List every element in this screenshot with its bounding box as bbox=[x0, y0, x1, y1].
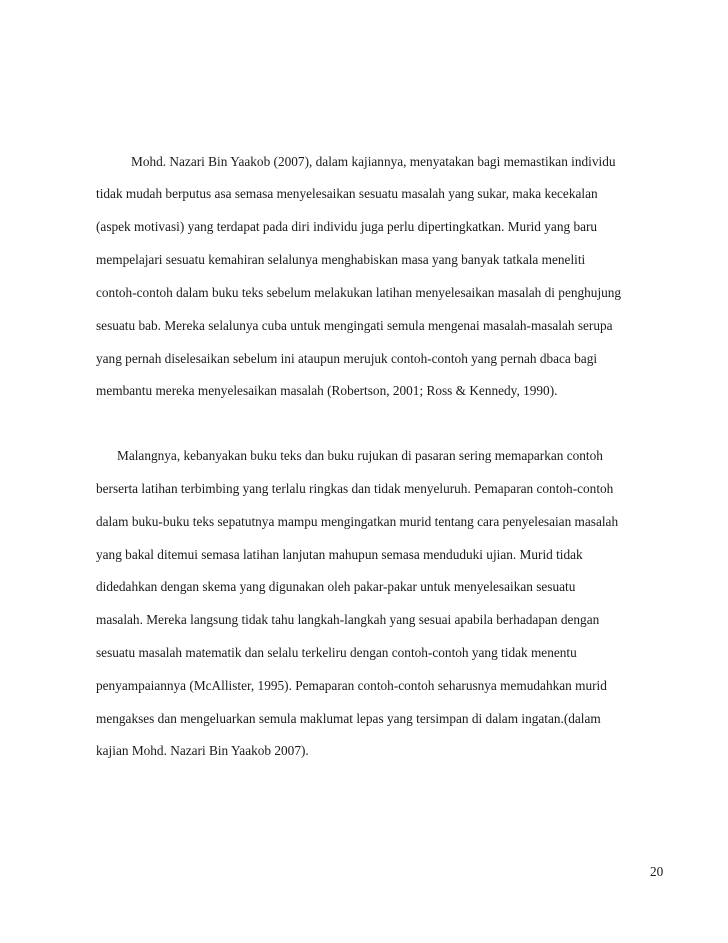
paragraph-line: dalam buku-buku teks sepatutnya mampu mengingatkan murid tentang cara penyelesaian masalah bbox=[96, 514, 619, 529]
paragraph-line: sesuatu bab. Mereka selalunya cuba untuk mengingati semula mengenai masalah-masalah serupa bbox=[96, 318, 613, 333]
paragraph-line: tidak mudah berputus asa semasa menyelesaikan sesuatu masalah yang sukar, maka kecekalan bbox=[96, 186, 598, 201]
paragraph-line: yang bakal ditemui semasa latihan lanjutan mahupun semasa menduduki ujian. Murid tidak bbox=[96, 547, 583, 562]
page-number: 20 bbox=[650, 864, 664, 879]
paragraph-line: berserta latihan terbimbing yang terlalu ringkas dan tidak menyeluruh. Pemaparan contoh-contoh bbox=[96, 481, 614, 496]
paragraph-line: kajian Mohd. Nazari Bin Yaakob 2007). bbox=[96, 743, 309, 758]
paragraph-line: yang pernah diselesaikan sebelum ini ataupun merujuk contoh-contoh yang pernah dbaca bagi bbox=[96, 351, 598, 366]
paragraph-line: masalah. Mereka langsung tidak tahu langkah-langkah yang sesuai apabila berhadapan dengan bbox=[96, 612, 600, 627]
paragraph-line: Malangnya, kebanyakan buku teks dan buku rujukan di pasaran sering memaparkan contoh bbox=[117, 448, 603, 463]
paragraph-line: membantu mereka menyelesaikan masalah (Robertson, 2001; Ross & Kennedy, 1990). bbox=[96, 383, 558, 398]
paragraph-line: Mohd. Nazari Bin Yaakob (2007), dalam kajiannya, menyatakan bagi memastikan individu bbox=[131, 154, 616, 169]
paragraph-line: mengakses dan mengeluarkan semula maklumat lepas yang tersimpan di dalam ingatan.(dalam bbox=[96, 711, 601, 726]
paragraph-line: mempelajari sesuatu kemahiran selalunya menghabiskan masa yang banyak tatkala meneliti bbox=[96, 252, 586, 267]
paragraph-line: didedahkan dengan skema yang digunakan oleh pakar-pakar untuk menyelesaikan sesuatu bbox=[96, 579, 576, 594]
paragraph-line: sesuatu masalah matematik dan selalu terkeliru dengan contoh-contoh yang tidak menentu bbox=[96, 645, 577, 660]
paragraph-line: penyampaiannya (McAllister, 1995). Pemaparan contoh-contoh seharusnya memudahkan murid bbox=[96, 678, 607, 693]
paragraph-line: (aspek motivasi) yang terdapat pada diri individu juga perlu dipertingkatkan. Murid yang baru bbox=[96, 219, 598, 234]
paragraph-line: contoh-contoh dalam buku teks sebelum melakukan latihan menyelesaikan masalah di penghujung bbox=[96, 285, 622, 300]
